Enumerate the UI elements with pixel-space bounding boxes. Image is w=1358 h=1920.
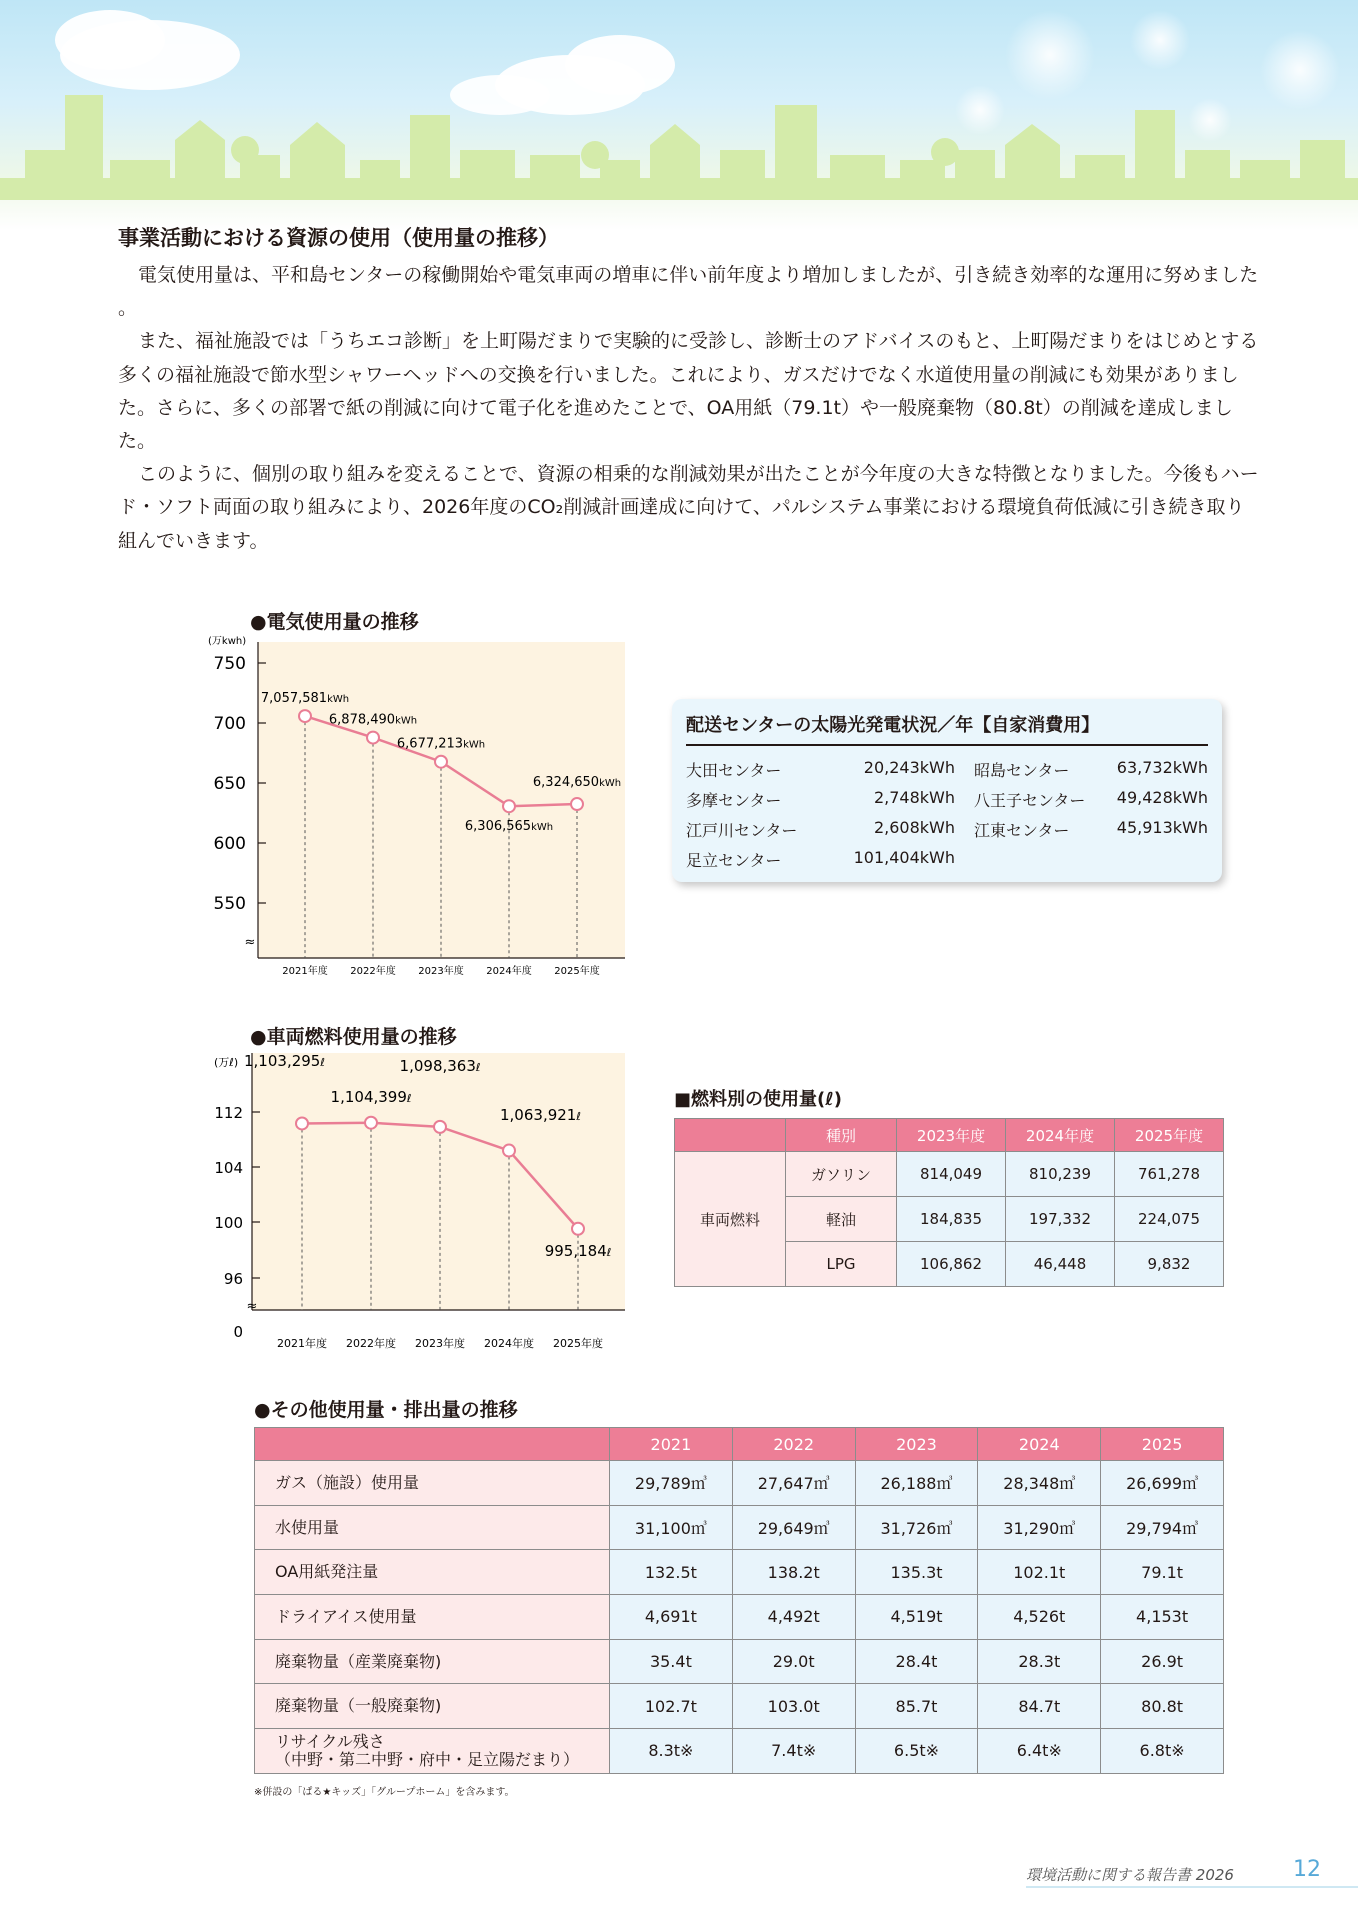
table-cell: 103.0t [732, 1684, 855, 1729]
section-title: 事業活動における資源の使用（使用量の推移） [118, 226, 559, 250]
table-cell: 138.2t [732, 1550, 855, 1595]
row-label: OA用紙発注量 [255, 1550, 610, 1595]
table-cell: 197,332 [1006, 1197, 1115, 1242]
table-cell: 28.3t [978, 1639, 1101, 1684]
solar-center-name: 八王子センター [974, 791, 1086, 810]
data-label: 1,103,295ℓ [244, 1052, 325, 1070]
other-usage-table [254, 1427, 1224, 1774]
table-cell: 26,699㎥ [1101, 1461, 1224, 1506]
table-header-cell [255, 1428, 610, 1461]
row-label-sub: （中野・第二中野・府中・足立陽だまり） [275, 1749, 580, 1769]
data-point [572, 1223, 584, 1235]
y-tick-label: 750 [213, 654, 246, 674]
intro-text [118, 259, 1263, 558]
table-cell: 7.4t※ [732, 1729, 855, 1774]
electricity-chart [200, 630, 640, 980]
table-cell: 31,100㎥ [610, 1505, 733, 1550]
solar-divider [686, 744, 1208, 746]
data-point [571, 798, 583, 810]
table-cell: 31,726㎥ [855, 1505, 978, 1550]
table-row [255, 1505, 1224, 1550]
solar-center-name: 大田センター [686, 761, 782, 780]
solar-center-name: 江戸川センター [686, 821, 798, 840]
data-label-unit: ℓ [475, 1061, 481, 1074]
table-header-cell: 種別 [786, 1119, 897, 1152]
table-cell: 35.4t [610, 1639, 733, 1684]
x-tick-label: 2021年度 [282, 966, 328, 977]
table-cell: 79.1t [1101, 1550, 1224, 1595]
x-tick-label: 2025年度 [554, 966, 600, 977]
row-label-main: リサイクル残さ [275, 1731, 385, 1751]
data-label: 1,098,363ℓ [399, 1057, 481, 1075]
table-row [255, 1684, 1224, 1729]
table-cell: 4,526t [978, 1595, 1101, 1640]
data-point [299, 710, 311, 722]
data-label-unit: kWh [599, 778, 622, 790]
table-cell: 761,278 [1115, 1152, 1224, 1197]
x-tick-label: 2024年度 [486, 966, 532, 977]
solar-center-value: 49,428kWh [1116, 788, 1208, 807]
row-label: 廃棄物量（産業廃棄物) [255, 1639, 610, 1684]
table-cell: 4,519t [855, 1595, 978, 1640]
table-cell: 84.7t [978, 1684, 1101, 1729]
y-tick-label: 112 [214, 1104, 243, 1122]
report-title: 環境活動に関する報告書 2026 [1026, 1866, 1234, 1884]
y-axis-unit: (万ℓ) [214, 1056, 239, 1069]
data-point [434, 1121, 446, 1133]
table-cell: 46,448 [1006, 1242, 1115, 1287]
solar-center-name: 足立センター [686, 851, 782, 870]
table-cell: 27,647㎥ [732, 1461, 855, 1506]
y-tick-label: 600 [213, 834, 246, 854]
table-cell: 135.3t [855, 1550, 978, 1595]
table-header-cell: 2023 [855, 1428, 978, 1461]
other-table-title: ●その他使用量・排出量の推移 [254, 1399, 518, 1421]
data-point [503, 1145, 515, 1157]
solar-center-name: 昭島センター [974, 761, 1070, 780]
data-label: 6,878,490kWh [328, 712, 418, 728]
row-label: ガス（施設）使用量 [255, 1461, 610, 1506]
table-cell: 224,075 [1115, 1197, 1224, 1242]
solar-center-value: 2,748kWh [873, 788, 955, 807]
table-cell: 810,239 [1006, 1152, 1115, 1197]
y-tick-label: 104 [214, 1159, 243, 1177]
table-row [675, 1152, 1224, 1197]
data-label-unit: kWh [531, 822, 554, 834]
intro-paragraph: このように、個別の取り組みを変えることで、資源の相乗的な削減効果が出たことが今年度の大きな特徴となりました。今後もハード・ソフト両面の取り組みにより、2026年度のCO₂削減計画達成に向けて、パルシステム事業における環境負荷低減に引き続き取り組んでいきます。 [118, 463, 1259, 552]
plot-background [252, 1053, 625, 1310]
table-cell: 102.7t [610, 1684, 733, 1729]
fuel-chart [200, 1045, 640, 1360]
table-cell: 814,049 [897, 1152, 1006, 1197]
data-label: 1,063,921ℓ [500, 1106, 581, 1124]
table-header-row [255, 1428, 1224, 1461]
x-tick-label: 2022年度 [350, 966, 396, 977]
footer-rule [1026, 1886, 1358, 1888]
data-label-unit: ℓ [576, 1110, 581, 1123]
y-tick-label: 700 [213, 714, 246, 734]
table-cell: 4,691t [610, 1595, 733, 1640]
table-header-cell: 2022 [732, 1428, 855, 1461]
data-point [296, 1117, 308, 1129]
fuel-table-title: ■燃料別の使用量(ℓ) [674, 1089, 842, 1110]
x-tick-label: 2025年度 [553, 1337, 603, 1350]
table-cell: 9,832 [1115, 1242, 1224, 1287]
table-cell: 31,290㎥ [978, 1505, 1101, 1550]
data-label-unit: ℓ [606, 1246, 612, 1259]
y-tick-label: 0 [233, 1323, 243, 1341]
solar-power-box [672, 699, 1222, 882]
fuel-usage-table [674, 1118, 1224, 1287]
fuel-type-label: LPG [786, 1242, 897, 1287]
data-label: 1,104,399ℓ [330, 1088, 412, 1106]
data-label: 7,057,581kWh [260, 691, 350, 707]
data-point [367, 732, 379, 744]
table-cell: 29.0t [732, 1639, 855, 1684]
table-row [255, 1550, 1224, 1595]
intro-paragraph: 電気使用量は、平和島センターの稼働開始や電気車両の増車に伴い前年度より増加しましたが、引き続き効率的な運用に努めました 。 [118, 264, 1259, 320]
footnote: ※併設の「ぱる★キッズ」「グループホーム」を含みます。 [254, 1787, 515, 1798]
axis-break-mark: ≈ [244, 935, 256, 950]
solar-center-value: 2,608kWh [873, 818, 955, 837]
solar-center-name: 江東センター [974, 821, 1070, 840]
data-point [435, 756, 447, 768]
table-row [255, 1461, 1224, 1506]
table-header-row [675, 1119, 1224, 1152]
y-axis-unit: (万kwh) [208, 636, 247, 647]
data-label-unit: kWh [327, 694, 350, 706]
table-cell: 4,492t [732, 1595, 855, 1640]
fuel-group-label: 車両燃料 [675, 1152, 786, 1287]
axis-break-mark: ≈ [246, 1299, 258, 1314]
table-cell: 184,835 [897, 1197, 1006, 1242]
table-cell: 6.8t※ [1101, 1729, 1224, 1774]
table-cell: 4,153t [1101, 1595, 1224, 1640]
x-tick-label: 2023年度 [418, 966, 464, 977]
table-cell: 106,862 [897, 1242, 1006, 1287]
x-tick-label: 2021年度 [277, 1337, 327, 1350]
table-row [255, 1595, 1224, 1640]
table-cell: 28,348㎥ [978, 1461, 1101, 1506]
data-label-unit: ℓ [406, 1092, 412, 1105]
intro-paragraph: また、福祉施設では「うちエコ診断」を上町陽だまりで実験的に受診し、診断士のアドバイスのもと、上町陽だまりをはじめとする多くの福祉施設で節水型シャワーヘッドへの交換を行いました。これにより、ガスだけでなく水道使用量の削減にも効果がありました。さらに、多くの部署で紙の削減に向けて電子化を進めたことで、OA用紙（79.1t）や一般廃棄物（80.8t）の削減を達成しました。 [118, 330, 1259, 453]
table-cell: 6.4t※ [978, 1729, 1101, 1774]
x-tick-label: 2022年度 [346, 1337, 396, 1350]
x-tick-label: 2024年度 [484, 1337, 534, 1350]
table-row [255, 1729, 1224, 1774]
y-tick-label: 550 [213, 894, 246, 914]
table-cell: 8.3t※ [610, 1729, 733, 1774]
table-cell: 29,794㎥ [1101, 1505, 1224, 1550]
town-skyline-illustration [0, 0, 1358, 230]
solar-center-value: 20,243kWh [863, 758, 955, 777]
data-label: 6,306,565kWh [464, 819, 554, 835]
data-point [365, 1117, 377, 1129]
table-cell: 28.4t [855, 1639, 978, 1684]
data-label: 6,324,650kWh [532, 775, 622, 791]
row-label: ドライアイス使用量 [255, 1595, 610, 1640]
table-header-cell: 2021 [610, 1428, 733, 1461]
solar-center-value: 63,732kWh [1116, 758, 1208, 777]
row-label: 廃棄物量（一般廃棄物) [255, 1684, 610, 1729]
row-label [255, 1729, 610, 1774]
data-label: 6,677,213kWh [396, 736, 486, 752]
table-cell: 132.5t [610, 1550, 733, 1595]
page-number: 12 [1293, 1857, 1321, 1882]
data-point [503, 800, 515, 812]
fuel-type-label: ガソリン [786, 1152, 897, 1197]
table-header-cell [675, 1119, 786, 1152]
y-tick-label: 650 [213, 774, 246, 794]
fuel-type-label: 軽油 [786, 1197, 897, 1242]
table-header-cell: 2024年度 [1006, 1119, 1115, 1152]
solar-center-value: 101,404kWh [853, 848, 955, 867]
y-tick-label: 96 [223, 1270, 243, 1288]
fuel-chart-title: ●車両燃料使用量の推移 [250, 1026, 457, 1048]
table-cell: 29,649㎥ [732, 1505, 855, 1550]
header-illustration [0, 0, 1358, 230]
table-cell: 26.9t [1101, 1639, 1224, 1684]
solar-center-name: 多摩センター [686, 791, 782, 810]
data-label-unit: kWh [463, 739, 486, 751]
data-label-unit: kWh [395, 715, 418, 727]
row-label: 水使用量 [255, 1505, 610, 1550]
data-label-unit: ℓ [320, 1056, 325, 1069]
table-header-cell: 2023年度 [897, 1119, 1006, 1152]
table-header-cell: 2025年度 [1115, 1119, 1224, 1152]
table-row [255, 1639, 1224, 1684]
electricity-chart-title: ●電気使用量の推移 [250, 611, 419, 633]
solar-title: 配送センターの太陽光発電状況／年【自家消費用】 [686, 715, 1100, 736]
table-cell: 85.7t [855, 1684, 978, 1729]
solar-center-value: 45,913kWh [1116, 818, 1208, 837]
table-cell: 80.8t [1101, 1684, 1224, 1729]
y-tick-label: 100 [214, 1214, 243, 1232]
table-cell: 26,188㎥ [855, 1461, 978, 1506]
table-header-cell: 2024 [978, 1428, 1101, 1461]
table-cell: 29,789㎥ [610, 1461, 733, 1506]
data-label: 995,184ℓ [544, 1242, 612, 1260]
table-cell: 6.5t※ [855, 1729, 978, 1774]
x-tick-label: 2023年度 [415, 1337, 465, 1350]
table-header-cell: 2025 [1101, 1428, 1224, 1461]
table-cell: 102.1t [978, 1550, 1101, 1595]
